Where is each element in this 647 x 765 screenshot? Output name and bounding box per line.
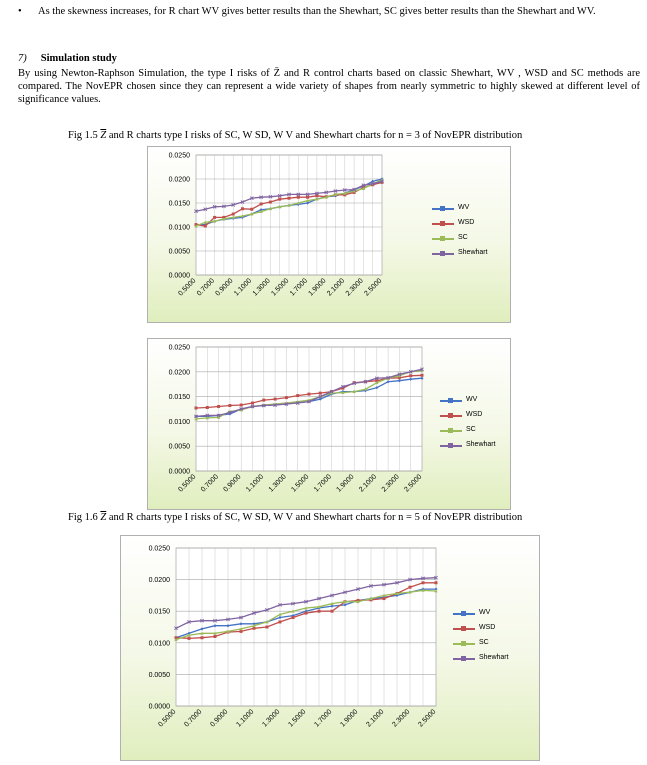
legend-marker bbox=[448, 398, 453, 403]
data-point bbox=[253, 627, 256, 630]
data-point bbox=[266, 626, 269, 629]
caption-text: and R charts type I risks of SC, W SD, W V and Shewhart charts for n = 5 of NovEPR distribution bbox=[106, 512, 523, 523]
legend-label: WV bbox=[479, 609, 491, 616]
y-tick-label: 0.0000 bbox=[148, 703, 170, 711]
caption-text: and R charts type I risks of SC, W SD, W V and Shewhart charts for n = 3 of NovEPR distribution bbox=[106, 130, 523, 141]
data-point bbox=[409, 586, 412, 589]
x-tick-label: 2.1000 bbox=[326, 277, 347, 298]
x-tick-label: 0.5000 bbox=[177, 277, 198, 298]
caption-zbar: $\overline{Z}$ bbox=[100, 512, 107, 523]
data-point bbox=[241, 207, 244, 210]
legend-marker bbox=[440, 206, 445, 211]
data-point bbox=[251, 402, 254, 405]
legend-marker bbox=[461, 611, 466, 616]
y-tick-label: 0.0150 bbox=[168, 394, 190, 402]
data-point bbox=[279, 620, 282, 623]
data-point bbox=[435, 581, 438, 584]
x-tick-label: 2.5000 bbox=[363, 277, 384, 298]
y-tick-label: 0.0050 bbox=[168, 248, 190, 256]
x-tick-label: 1.7000 bbox=[288, 277, 310, 298]
data-point bbox=[421, 374, 424, 377]
bullet-text: As the skewness increases, for R chart WV gives better results than the Shewhart, SC gives better results than the Shewhart and WV. bbox=[38, 6, 596, 17]
x-tick-label: 2.5000 bbox=[417, 708, 438, 729]
legend-label: SC bbox=[458, 234, 468, 241]
chart-fig-1-5 bbox=[147, 146, 511, 323]
data-point bbox=[297, 196, 300, 199]
y-tick-label: 0.0250 bbox=[168, 344, 190, 352]
legend-marker bbox=[461, 641, 466, 646]
data-point bbox=[292, 616, 295, 619]
legend-label: WV bbox=[466, 396, 478, 403]
data-point bbox=[195, 407, 198, 410]
section-number: 7) bbox=[18, 53, 27, 64]
data-point bbox=[213, 216, 216, 219]
data-point bbox=[308, 393, 311, 396]
y-tick-label: 0.0150 bbox=[168, 200, 190, 208]
y-tick-label: 0.0250 bbox=[168, 152, 190, 160]
data-point bbox=[422, 581, 425, 584]
bullet-glyph: • bbox=[18, 6, 22, 17]
legend-label: Shewhart bbox=[479, 654, 509, 661]
data-point bbox=[269, 201, 272, 204]
x-tick-label: 1.5000 bbox=[290, 473, 311, 494]
legend-marker bbox=[440, 236, 445, 241]
legend-marker bbox=[440, 221, 445, 226]
x-tick-label: 0.7000 bbox=[183, 708, 204, 729]
x-tick-label: 0.9000 bbox=[209, 708, 230, 729]
legend-marker bbox=[461, 656, 466, 661]
data-point bbox=[262, 399, 265, 402]
data-point bbox=[204, 225, 207, 228]
data-point bbox=[217, 405, 220, 408]
x-tick-label: 2.1000 bbox=[365, 708, 386, 729]
legend-marker bbox=[461, 626, 466, 631]
legend-marker bbox=[448, 428, 453, 433]
y-tick-label: 0.0000 bbox=[168, 468, 190, 476]
x-tick-label: 1.1000 bbox=[235, 708, 256, 729]
y-tick-label: 0.0050 bbox=[168, 443, 190, 451]
x-tick-label: 0.5000 bbox=[157, 708, 178, 729]
legend-label: SC bbox=[479, 639, 489, 646]
legend-label: WSD bbox=[479, 624, 496, 631]
data-point bbox=[232, 213, 235, 216]
data-point bbox=[409, 374, 412, 377]
legend-marker bbox=[440, 251, 445, 256]
figure-caption-1-5 bbox=[68, 130, 522, 141]
data-point bbox=[274, 398, 277, 401]
x-tick-label: 1.1000 bbox=[245, 473, 266, 494]
x-tick-label: 2.3000 bbox=[380, 473, 401, 494]
y-tick-label: 0.0000 bbox=[168, 272, 190, 280]
x-tick-label: 1.7000 bbox=[313, 708, 334, 729]
y-tick-label: 0.0250 bbox=[148, 545, 170, 553]
y-tick-label: 0.0100 bbox=[148, 640, 170, 648]
x-tick-label: 0.9000 bbox=[214, 277, 235, 298]
legend-marker bbox=[448, 413, 453, 418]
data-point bbox=[188, 637, 191, 640]
chart-svg bbox=[121, 536, 539, 760]
y-tick-label: 0.0100 bbox=[168, 418, 190, 426]
x-tick-label: 1.9000 bbox=[307, 277, 328, 298]
y-tick-label: 0.0150 bbox=[148, 608, 170, 616]
data-point bbox=[331, 610, 334, 613]
data-point bbox=[278, 198, 281, 201]
legend-label: Shewhart bbox=[458, 249, 488, 256]
chart-fig-1-5-r bbox=[147, 338, 511, 510]
data-point bbox=[206, 406, 209, 409]
x-tick-label: 0.5000 bbox=[177, 473, 198, 494]
x-tick-label: 0.9000 bbox=[222, 473, 243, 494]
y-tick-label: 0.0200 bbox=[148, 577, 170, 585]
legend-label: SC bbox=[466, 426, 476, 433]
x-tick-label: 1.7000 bbox=[312, 473, 334, 494]
data-point bbox=[240, 404, 243, 407]
x-tick-label: 1.3000 bbox=[267, 473, 288, 494]
y-tick-label: 0.0050 bbox=[148, 671, 170, 679]
data-point bbox=[306, 196, 309, 199]
x-tick-label: 1.5000 bbox=[287, 708, 308, 729]
section-heading bbox=[18, 53, 117, 64]
data-point bbox=[201, 636, 204, 639]
x-tick-label: 1.3000 bbox=[261, 708, 282, 729]
data-point bbox=[305, 612, 308, 615]
data-point bbox=[214, 635, 217, 638]
legend-label: WV bbox=[458, 204, 470, 211]
x-tick-label: 0.7000 bbox=[195, 277, 217, 298]
data-point bbox=[240, 630, 243, 633]
section-paragraph: By using Newton-Raphson Simulation, the type I risks of Z̄ and R control charts based on classic Shewhart, WV , WSD and SC methods are compared. The NovEPR chosen since they can represent a wide variety of shapes from nearly symmetric to highly skewed at different level of significance values. bbox=[18, 68, 640, 105]
x-tick-label: 1.1000 bbox=[233, 277, 254, 298]
data-point bbox=[318, 610, 321, 613]
data-point bbox=[260, 202, 263, 205]
x-tick-label: 1.9000 bbox=[335, 473, 356, 494]
x-tick-label: 2.3000 bbox=[344, 277, 365, 298]
x-tick-label: 2.1000 bbox=[358, 473, 379, 494]
x-tick-label: 2.5000 bbox=[403, 473, 424, 494]
data-point bbox=[296, 394, 299, 397]
caption-prefix: Fig 1.5 bbox=[68, 130, 101, 141]
data-point bbox=[228, 404, 231, 407]
data-point bbox=[383, 597, 386, 600]
legend-marker bbox=[448, 443, 453, 448]
y-tick-label: 0.0200 bbox=[168, 369, 190, 377]
x-tick-label: 1.3000 bbox=[251, 277, 272, 298]
x-tick-label: 0.7000 bbox=[199, 473, 221, 494]
data-point bbox=[285, 396, 288, 399]
caption-prefix: Fig 1.6 bbox=[68, 512, 101, 523]
caption-zbar: $\overline{Z}$ bbox=[100, 130, 107, 141]
y-tick-label: 0.0100 bbox=[168, 224, 190, 232]
data-point bbox=[319, 392, 322, 395]
section-title: Simulation study bbox=[40, 53, 117, 64]
x-tick-label: 2.3000 bbox=[391, 708, 412, 729]
x-tick-label: 1.5000 bbox=[270, 277, 291, 298]
x-tick-label: 1.9000 bbox=[339, 708, 360, 729]
y-tick-label: 0.0200 bbox=[168, 176, 190, 184]
legend-label: WSD bbox=[458, 219, 475, 226]
chart-svg bbox=[148, 147, 510, 322]
chart-svg bbox=[148, 339, 510, 509]
data-point bbox=[250, 208, 253, 211]
figure-caption-1-6 bbox=[68, 512, 522, 523]
legend-label: Shewhart bbox=[466, 441, 496, 448]
data-point bbox=[288, 197, 291, 200]
chart-fig-1-6 bbox=[120, 535, 540, 761]
legend-label: WSD bbox=[466, 411, 483, 418]
